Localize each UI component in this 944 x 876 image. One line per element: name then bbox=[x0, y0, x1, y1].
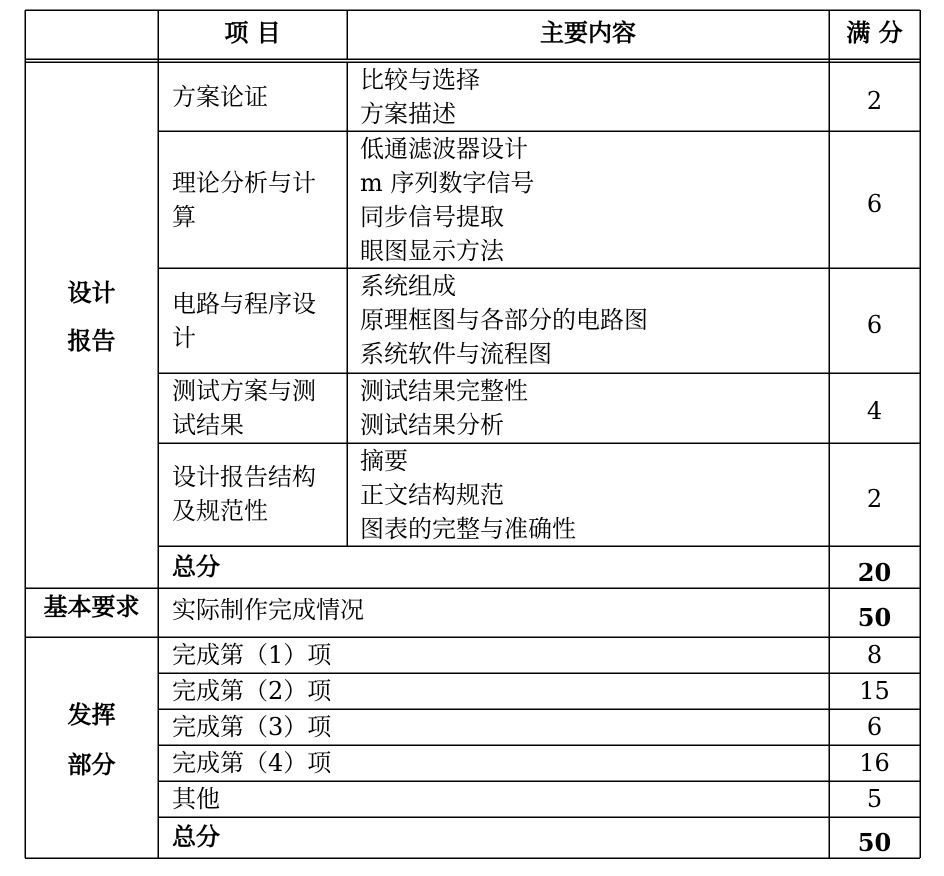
table-row-1-content: 比较与选择 方案描述 bbox=[360, 66, 480, 128]
extended-row-3-item: 完成第（3）项 bbox=[172, 713, 332, 741]
extended-part-label-line2: 部分 bbox=[67, 750, 116, 779]
header-item: 项 目 bbox=[224, 18, 281, 47]
extended-total-label: 总分 bbox=[172, 822, 220, 851]
extended-total-score: 50 bbox=[857, 828, 892, 857]
extended-row-2-item: 完成第（2）项 bbox=[172, 677, 332, 705]
design-report-total-score: 20 bbox=[857, 558, 892, 587]
table-row-3-content: 系统组成 原理框图与各部分的电路图 系统软件与流程图 bbox=[360, 272, 648, 368]
basic-requirements-item: 实际制作完成情况 bbox=[172, 596, 364, 624]
table-row-5-item: 设计报告结构 及规范性 bbox=[172, 463, 316, 525]
table-row-4-content: 测试结果完整性 测试结果分析 bbox=[360, 377, 528, 439]
table-row-2-item: 理论分析与计 算 bbox=[172, 169, 316, 231]
table-row-3-item: 电路与程序设 计 bbox=[172, 290, 316, 352]
extended-row-3-score: 6 bbox=[866, 713, 883, 741]
design-report-label-line2: 报告 bbox=[67, 326, 116, 355]
table-row-2-score: 6 bbox=[866, 190, 883, 218]
table-row-4-item: 测试方案与测 试结果 bbox=[172, 377, 316, 439]
design-report-total-label: 总分 bbox=[172, 552, 220, 581]
header-content: 主要内容 bbox=[540, 18, 636, 47]
table-row-3-score: 6 bbox=[866, 311, 883, 339]
basic-requirements-label: 基本要求 bbox=[43, 592, 140, 621]
table-row-1-item: 方案论证 bbox=[172, 83, 268, 111]
table-row-1-score: 2 bbox=[866, 87, 883, 115]
table-row-5-content: 摘要 正文结构规范 图表的完整与准确性 bbox=[360, 447, 576, 543]
extended-row-5-item: 其他 bbox=[172, 785, 220, 813]
table-row-5-score: 2 bbox=[866, 485, 883, 513]
extended-row-1-score: 8 bbox=[866, 641, 883, 669]
table-row-4-score: 4 bbox=[866, 397, 883, 425]
extended-row-4-score: 16 bbox=[859, 749, 890, 777]
design-report-label-line1: 设计 bbox=[67, 278, 116, 307]
extended-row-1-item: 完成第（1）项 bbox=[172, 641, 332, 669]
table-row-2-content: 低通滤波器设计 m 序列数字信号 同步信号提取 眼图显示方法 bbox=[360, 135, 535, 265]
extended-row-2-score: 15 bbox=[859, 677, 890, 705]
extended-row-5-score: 5 bbox=[866, 785, 883, 813]
basic-requirements-score: 50 bbox=[857, 603, 892, 632]
extended-part-label-line1: 发挥 bbox=[67, 700, 116, 729]
header-score: 满 分 bbox=[846, 18, 903, 47]
extended-row-4-item: 完成第（4）项 bbox=[172, 749, 332, 777]
